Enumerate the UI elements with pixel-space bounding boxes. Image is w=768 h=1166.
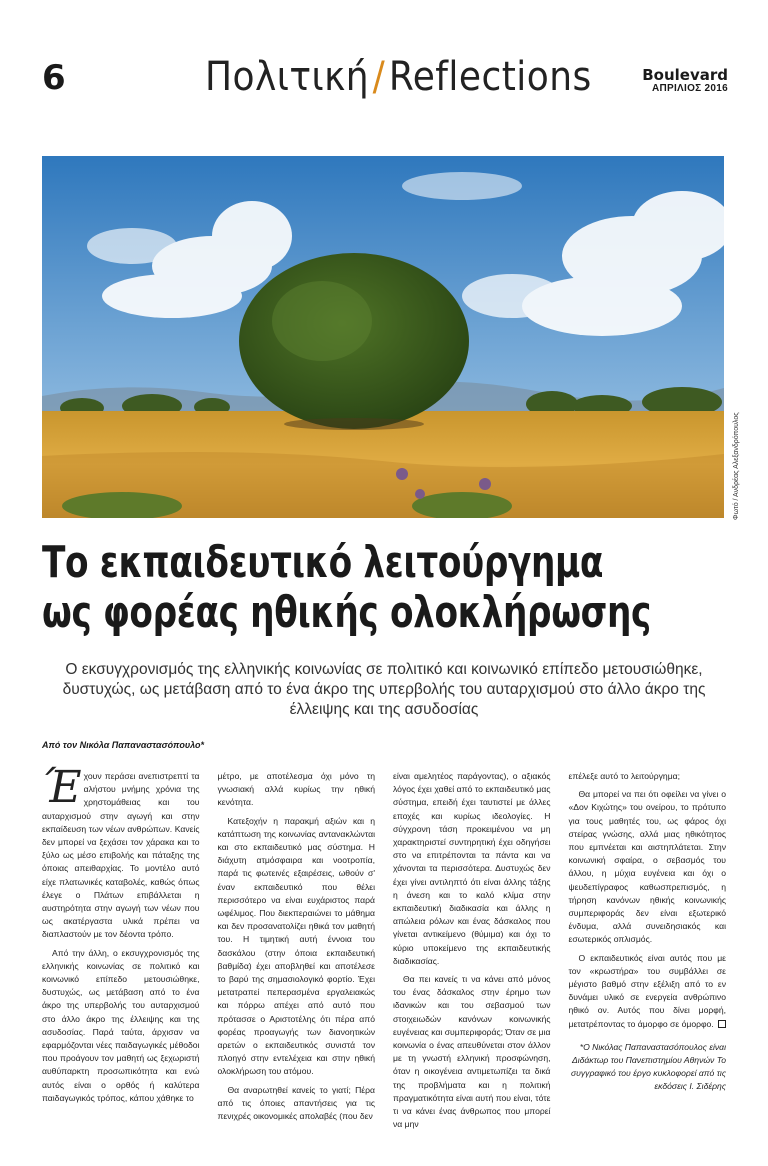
article-column-4: [569, 770, 727, 1110]
page-number: 6: [42, 58, 66, 98]
headline-line-1: Το εκπαιδευτικό λειτούργημα: [42, 537, 604, 588]
section-title-english: Reflections: [388, 54, 592, 100]
brand-logo: Boulevard: [642, 66, 728, 84]
subtitle: Ο εκσυγχρονισμός της ελληνικής κοινωνίας σε πολιτικό και κοινωνικό επίπεδο μετουσιώθηκε, δυστυχώς, ως μετάβαση από το ένα άκρο της υπερβολής του αυταρχισμού στο άλλο άκρο της έλλειψης και της ασυδοσίας: [62, 661, 706, 718]
paragraph: Θα αναρωτηθεί κανείς το γιατί; Πέρα από τις όποιες απαντήσεις για τις πενιχρές οικονομικές απολαβές (που δεν: [217, 1084, 375, 1122]
article-column-3: [393, 770, 551, 1130]
issue-date: ΑΠΡΙΛΙΟΣ 2016: [651, 83, 728, 94]
paragraph: Θα πει κανείς τι να κάνει από μόνος του ένας δάσκαλος στην έρημο των ιδανικών και του σεβασμού των στοιχειωδών κανόνων κοινωνικής ευγένειας και συμπεριφοράς; Όταν σε μια κοινωνία ο ένας απευθύνεται στον άλλον με τη γνωστή ελληνική προσφώνηση, όταν η οικογένεια αντιμετωπίζει τα δικά της προβλήματα και η πολιτική πραγματικότητα είναι αυτή που είναι, τότε τι να κάνει ένας άνθρωπος που μπορεί να μην: [393, 974, 551, 1130]
byline: Από τον Νικόλα Παπαναστασόπουλο*: [42, 740, 205, 750]
paragraph: Ο εκπαιδευτικός είναι αυτός που με τον «κρωστήρα» του συμβάλλει σε μέγιστο βαθμό στην εξέλιξη από το εν δυνάμει υλικό σε ενεργεία ανθρώπινο ηθικό ον. Αυτός που δίνει μορφή, μετατρέποντας το άμορφο σε όμορφο.: [568, 952, 726, 1029]
end-of-article-icon: [718, 1020, 726, 1028]
paragraph: επέλεξε αυτό το λειτούργημα;: [568, 771, 681, 781]
author-note: *Ο Νικόλας Παπαναστασόπουλος είναι Διδάκτωρ του Πανεπιστημίου Αθηνών Το συγγραφικό του έργο κυκλοφορεί από τις εκδόσεις Ι. Σιδέρης: [570, 1041, 726, 1092]
article-body: [42, 762, 726, 1130]
section-title-greek: Πολιτική: [205, 54, 370, 100]
tree-field-illustration: [42, 156, 724, 518]
article-photo: [42, 156, 724, 518]
section-title: [205, 54, 592, 100]
paragraph: μέτρο, με αποτέλεσμα όχι μόνο τη γνωσιακή αλλά κυρίως την ηθική κενότητα.: [217, 771, 375, 808]
headline-line-2: ως φορέας ηθικής ολοκλήρωσης: [42, 587, 651, 638]
headline: [42, 538, 744, 638]
photo-credit: Φωτό / Ανδρέας Αλεξανδρόπουλος: [733, 412, 740, 520]
paragraph: Από την άλλη, ο εκσυγχρονισμός της ελληνικής κοινωνίας σε πολιτικό και κοινωνικό επίπεδο μετουσιώθηκε, δυστυχώς, ως μετάβαση από το ένα άκρο της υπερβολής του αυταρχισμού στο άλλο άκρο της έλλειψης και της ασυδοσίας. Παρά ταύτα, άρχισαν να εφαρμόζονται νέες παιδαγωγικές μέθοδοι που προάγουν τον μαθητή ως ξεχωριστή αυθύπαρκτη προσωπικότητα και ενώ αυτός είναι ο ορθός ή καλύτερα παιδαγωγικός τρόπος, κάπου χάθηκε το: [42, 947, 200, 1103]
paragraph: είναι αμελητέος παράγοντας), ο αξιακός λόγος έχει χαθεί από το εκπαιδευτικό μας σύστημα, επειδή έχει ταυτιστεί με άλλες εποχές και κυρίως ιδεολογίες. Η σύγχρονη τάση προκειμένου να μη χαρακτηριστεί συντηρητική έχει οδηγήσει στο να επιτρέπονται τα πάντα και να χάνονται τα περισσότερα. Δυστυχώς δεν έχει γίνει αντιληπτό ότι είναι άλλης τάξης η άνεση και το καλό κλίμα στην εκπαιδευτική διαδικασία και άλλης η απώλεια ρόλων και ένας δάσκαλος που γίνεται αντικείμενο (θύμιμα) και όχι το κύριο υποκείμενο της εκπαιδευτικής διαδικασίας.: [393, 771, 551, 966]
brand-block: [642, 68, 728, 95]
article-column-2: [217, 770, 376, 1122]
paragraph: Έχουν περάσει ανεπιστρεπτί τα αλήστου μνήμης χρόνια της χρηστομάθειας και του αυταρχισμού στην αγωγή και στην εκπαίδευση των νέων ανθρώπων. Κανείς δεν μπορεί να ξεχάσει τον χάρακα και το ξύλο ως μέσο επιβολής και πάταξης της όποιας απειθαρχίας. Το μοντέλο αυτό είχε πλατωνικές καταβολές, καθώς όπως έλεγε ο Πλάτων επιβάλλεται η αυστηρότητα στην αγωγή των νέων που ως ακατέργαστα υλικά πρέπει να διαπλαστούν με τον δέοντα τρόπο.: [42, 762, 200, 940]
section-separator: /: [372, 54, 386, 100]
article-column-1: [42, 762, 200, 1110]
paragraph: Κατεξοχήν η παρακμή αξιών και η κατάπτωση της κοινωνίας αντανακλώνται και στο εκπαιδευτικό μας σύστημα. Η διάχυτη ατμόσφαιρα και νοοτροπία, παρά τις φωτεινές εξαιρέσεις, ωθούν σ' έναν εκπαιδευτικό που θέλει περισσότερο να είναι ευχάριστος παρά ωφέλιμος. Που διεκπεραιώνει το μάθημα και δεν προσανατολίζει ηθικά τον μαθητή του. Η τιμητική αυτή έννοια του δασκάλου (στην όποια εκπαιδευτική βαθμίδα) έχει αποβληθεί και αποτέλεσε το βαρύ της σημασιολογικό φορτίο. Έχει μετατραπεί πεπερασμένα εργαλειακώς και πόρρω απέχει από αυτό που πρότασσε ο Αριστοτέλης ότι πέρα από φορέας προαγωγής των διανοητικών αρετών ο εκπαιδευτικός συνιστά τον πλοηγό στην εντελέχεια και στην ηθική ολοκλήρωση του ατόμου.: [217, 815, 375, 1077]
paragraph: Θα μπορεί να πει ότι οφείλει να γίνει ο «Δον Κιχώτης» του ονείρου, το πρότυπο για τους μαθητές του, ως φάρος όχι στείρας γνώσης, αλλά μιας ηθικότητος που εμπνέεται και αιστηπλάτεται. Στην κοινωνική σφαίρα, ο σεβασμός του άλλου, η μύχια ευγένεια και όχι ο ψευδεπίγραφος καθωσπρεπισμός, η τήρηση κανόνων ηθικής κοινωνικής συμπεριφοράς δεν είναι εξωτερικό ένδυμα, αλλά συνειδησιακός και εσωτερικός οπλισμός.: [568, 789, 726, 945]
drop-cap: Έ: [42, 762, 82, 813]
